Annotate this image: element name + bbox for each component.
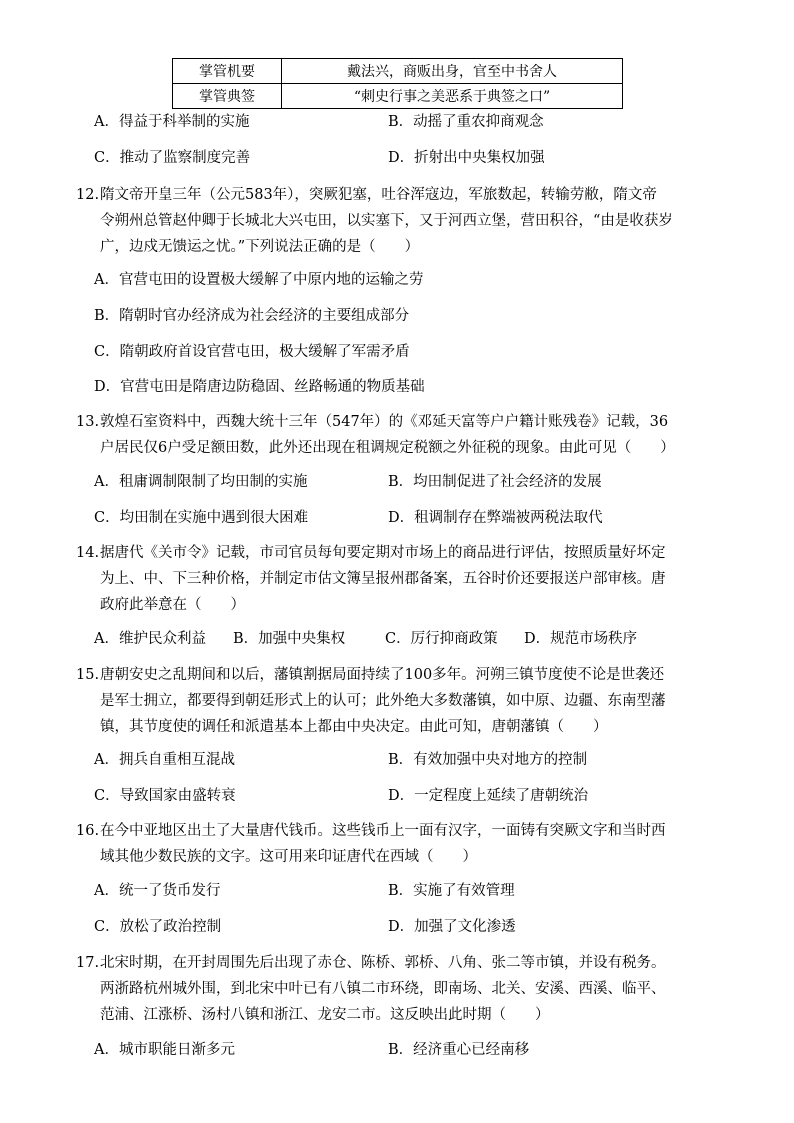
q14-option-c: C．厉行抑商政策 [385,631,498,647]
q12-option-d: D．官营屯田是隋唐边防稳固、丝路畅通的物质基础 [94,379,425,395]
q14-option-d: D．规范市场秩序 [524,631,638,647]
q14-stem-line: 为上、中、下三种价格，并制定市估文簿呈报州郡备案，五谷时价还要报送户部审核。唐 [100,571,666,587]
q15-stem-line: 唐朝安史之乱期间和以后，藩镇割据局面持续了100多年。河朔三镇节度使不论是世袭还 [100,667,665,683]
q12-option-a: A．官营屯田的设置极大缓解了中原内地的运输之劳 [94,272,424,288]
q13-option-a: A．租庸调制限制了均田制的实施 [94,474,308,490]
table-row [173,59,623,84]
q13-stem-line: 户居民仅6户受足额田数，此外还出现在租调规定税额之外征税的现象。由此可见（ ） [100,440,675,456]
q16-option-a: A．统一了货币发行 [94,883,221,899]
q13-option-b: B．均田制促进了社会经济的发展 [388,474,602,490]
info-table [172,58,623,109]
q12-stem-line: 令朔州总管赵仲卿于长城北大兴屯田，以实塞下，又于河西立堡，营田积谷，“由是收获岁 [100,213,673,229]
q17-option-b: B．经济重心已经南移 [388,1042,530,1058]
table-cell: 戴法兴，商贩出身，官至中书舍人 [282,59,623,84]
q17-stem-line: 北宋时期，在开封周围先后出现了赤仓、陈桥、郭桥、八角、张二等市镇，并设有税务。 [100,955,666,971]
q15-stem-line: 是军士拥立，都要得到朝廷形式上的认可；此外绝大多数藩镇，如中原、边疆、东南型藩 [100,693,666,709]
q15-option-a: A．拥兵自重相互混战 [94,752,235,768]
q14-option-a: A．维护民众利益 [94,631,206,647]
q14-option-b: B．加强中央集权 [233,631,346,647]
q12-number: 12. [76,187,100,203]
q16-stem-line: 在今中亚地区出土了大量唐代钱币。这些钱币上一面有汉字，一面铸有突厥文字和当时西 [100,823,666,839]
q14-number: 14. [76,545,100,561]
q17-stem-line: 两浙路杭州城外围，到北宋中叶已有八镇二市环绕，即南场、北关、安溪、西溪、临平、 [100,981,666,997]
q13-stem-line: 敦煌石室资料中，西魏大统十三年（547年）的《邓延天富等户户籍计账残卷》记载，36 [100,414,669,430]
q15-number: 15. [76,667,100,683]
q12-option-c: C．隋朝政府首设官营屯田，极大缓解了军需矛盾 [94,344,410,360]
table-row [173,84,623,109]
table-cell: 掌管机要 [173,59,282,84]
table-cell: 掌管典签 [173,84,282,109]
q16-option-d: D．加强了文化渗透 [388,919,516,935]
q17-stem-line: 范浦、江涨桥、汤村八镇和浙江、龙安二市。这反映出此时期（ ） [100,1007,550,1023]
q15-option-d: D．一定程度上延续了唐朝统治 [388,788,589,804]
q15-stem-line: 镇，其节度使的调任和派遣基本上都由中央决定。由此可知，唐朝藩镇（ ） [100,719,608,735]
q13-number: 13. [76,414,100,430]
q16-number: 16. [76,823,100,839]
q16-option-b: B．实施了有效管理 [388,883,515,899]
q11-option-a: A．得益于科举制的实施 [94,114,250,130]
q17-number: 17. [76,955,100,971]
q11-option-b: B．动摇了重农抑商观念 [388,114,544,130]
q15-option-b: B．有效加强中央对地方的控制 [388,752,588,768]
table-cell: “刺史行事之美恶系于典签之口” [282,84,623,109]
q13-option-d: D．租调制存在弊端被两税法取代 [388,510,603,526]
q17-option-a: A．城市职能日渐多元 [94,1042,235,1058]
q16-option-c: C．放松了政治控制 [94,919,222,935]
q12-option-b: B．隋朝时官办经济成为社会经济的主要组成部分 [94,308,410,324]
q11-option-c: C．推动了监察制度完善 [94,150,251,166]
q16-stem-line: 域其他少数民族的文字。这可用来印证唐代在西域（ ） [100,849,477,865]
q14-stem-line: 政府此举意在（ ） [100,597,245,613]
q14-stem-line: 据唐代《关市令》记载，市司官员每旬要定期对市场上的商品进行评估，按照质量好坏定 [100,545,666,561]
q13-option-c: C．均田制在实施中遇到很大困难 [94,510,309,526]
q15-option-c: C．导致国家由盛转衰 [94,788,236,804]
q12-stem-line: 隋文帝开皇三年（公元583年），突厥犯塞，吐谷浑寇边，军旅数起，转输劳敝，隋文帝 [100,187,657,203]
q11-option-d: D．折射出中央集权加强 [388,150,545,166]
q12-stem-line: 广，边戍无馈运之忧。”下列说法正确的是（ ） [100,239,420,255]
